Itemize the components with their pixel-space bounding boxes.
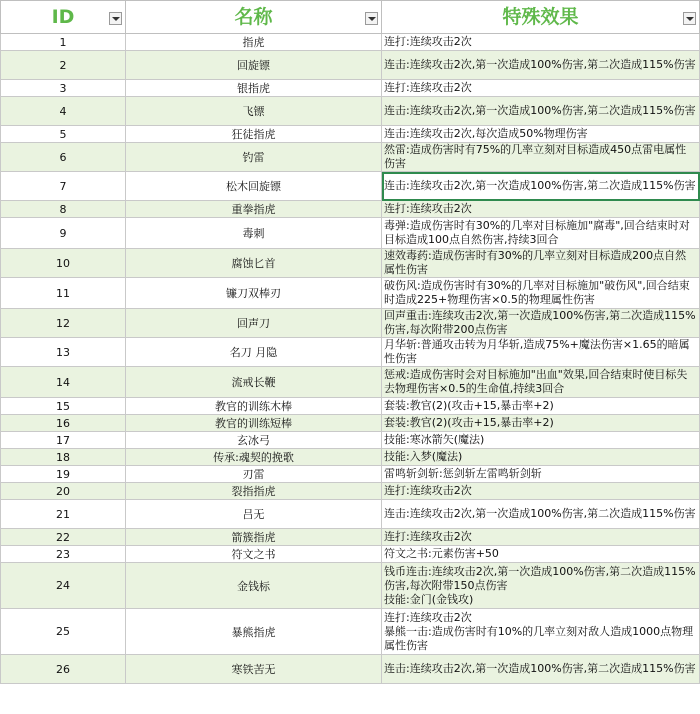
cell-effect[interactable]: 破伤风:造成伤害时有30%的几率对目标施加"破伤风",回合结束时造成225+物理伤害×0.5的物理属性伤害 [382,278,700,309]
table-row [1,529,700,546]
cell-name[interactable]: 指虎 [126,34,382,51]
table-row [1,546,700,563]
table-row [1,309,700,338]
table-row [1,126,700,143]
cell-effect[interactable]: 技能:寒冰箭矢(魔法) [382,432,700,449]
table-row [1,367,700,398]
cell-id[interactable]: 14 [1,367,126,398]
cell-name[interactable]: 刃雷 [126,466,382,483]
cell-id[interactable]: 1 [1,34,126,51]
cell-effect[interactable]: 连击:连续攻击2次,第一次造成100%伤害,第二次造成115%伤害 [382,172,700,201]
cell-name[interactable]: 狂徒指虎 [126,126,382,143]
cell-effect[interactable]: 连击:连续攻击2次,第一次造成100%伤害,第二次造成115%伤害 [382,655,700,684]
cell-name[interactable]: 寒铁苦无 [126,655,382,684]
table-row [1,398,700,415]
cell-name[interactable]: 毒刺 [126,218,382,249]
cell-id[interactable]: 5 [1,126,126,143]
cell-id[interactable]: 7 [1,172,126,201]
table-row [1,34,700,51]
cell-name[interactable]: 教官的训练短棒 [126,415,382,432]
table-row [1,278,700,309]
cell-id[interactable]: 22 [1,529,126,546]
cell-id[interactable]: 10 [1,249,126,278]
cell-name[interactable]: 教官的训练木棒 [126,398,382,415]
cell-effect[interactable]: 连打:连续攻击2次 [382,201,700,218]
cell-id[interactable]: 23 [1,546,126,563]
cell-name[interactable]: 回旋镖 [126,51,382,80]
cell-name[interactable]: 镰刀双棒刃 [126,278,382,309]
table-row [1,218,700,249]
table-row [1,449,700,466]
cell-name[interactable]: 流戒长鞭 [126,367,382,398]
cell-name[interactable]: 箭簇指虎 [126,529,382,546]
cell-id[interactable]: 6 [1,143,126,172]
cell-id[interactable]: 25 [1,609,126,655]
cell-effect[interactable]: 雷鸣斩剑斩:惩剑斩左雷鸣斩剑斩 [382,466,700,483]
cell-id[interactable]: 9 [1,218,126,249]
table-row [1,655,700,684]
cell-id[interactable]: 8 [1,201,126,218]
cell-effect[interactable]: 连打:连续攻击2次 [382,34,700,51]
cell-id[interactable]: 11 [1,278,126,309]
cell-effect[interactable]: 回声重击:连续攻击2次,第一次造成100%伤害,第二次造成115%伤害,每次附带200点伤害 [382,309,700,338]
header-id[interactable] [1,1,126,34]
cell-name[interactable]: 传承:魂契的挽歌 [126,449,382,466]
cell-effect[interactable]: 连击:连续攻击2次,第一次造成100%伤害,第二次造成115%伤害 [382,51,700,80]
cell-id[interactable]: 12 [1,309,126,338]
filter-dropdown-icon[interactable] [365,12,378,25]
table-row [1,415,700,432]
table-row [1,249,700,278]
cell-name[interactable]: 银指虎 [126,80,382,97]
cell-effect[interactable]: 符文之书:元素伤害+50 [382,546,700,563]
cell-name[interactable]: 符文之书 [126,546,382,563]
cell-name[interactable]: 重拳指虎 [126,201,382,218]
cell-name[interactable]: 钓雷 [126,143,382,172]
table-row [1,500,700,529]
cell-effect[interactable]: 连打:连续攻击2次 暴熊一击:造成伤害时有10%的几率立刻对敌人造成1000点物理属性伤害 [382,609,700,655]
filter-dropdown-icon[interactable] [109,12,122,25]
cell-name[interactable]: 腐蚀匕首 [126,249,382,278]
cell-effect[interactable]: 连击:连续攻击2次,第一次造成100%伤害,第二次造成115%伤害 [382,97,700,126]
table-row [1,563,700,609]
cell-id[interactable]: 3 [1,80,126,97]
table-row [1,143,700,172]
cell-id[interactable]: 17 [1,432,126,449]
table-row [1,201,700,218]
cell-effect[interactable]: 连打:连续攻击2次 [382,80,700,97]
cell-name[interactable]: 裂指指虎 [126,483,382,500]
header-row [1,1,700,34]
header-effect[interactable] [382,1,700,34]
cell-id[interactable]: 2 [1,51,126,80]
cell-name[interactable]: 吕无 [126,500,382,529]
cell-id[interactable]: 19 [1,466,126,483]
cell-effect[interactable]: 连打:连续攻击2次 [382,529,700,546]
cell-name[interactable]: 名刀 月隐 [126,338,382,367]
cell-effect[interactable]: 连击:连续攻击2次,第一次造成100%伤害,第二次造成115%伤害 [382,500,700,529]
cell-name[interactable]: 金钱标 [126,563,382,609]
cell-id[interactable]: 15 [1,398,126,415]
cell-effect[interactable]: 连击:连续攻击2次,每次造成50%物理伤害 [382,126,700,143]
cell-id[interactable]: 26 [1,655,126,684]
table-row [1,80,700,97]
cell-effect[interactable]: 月华斩:普通攻击转为月华斩,造成75%+魔法伤害×1.65的暗属性伤害 [382,338,700,367]
cell-id[interactable]: 4 [1,97,126,126]
table-row [1,466,700,483]
table-row [1,432,700,449]
cell-name[interactable]: 飞镖 [126,97,382,126]
header-effect-label: 特殊效果 [502,6,579,28]
cell-effect[interactable]: 套装:教官(2)(攻击+15,暴击率+2) [382,415,700,432]
cell-effect[interactable]: 技能:入梦(魔法) [382,449,700,466]
cell-effect[interactable]: 惩戒:造成伤害时会对目标施加"出血"效果,回合结束时使目标失去物理伤害×0.5的生命值,持续3回合 [382,367,700,398]
cell-effect[interactable]: 连打:连续攻击2次 [382,483,700,500]
cell-name[interactable]: 玄冰弓 [126,432,382,449]
table-row [1,97,700,126]
cell-effect[interactable]: 钱币连击:连续攻击2次,第一次造成100%伤害,第二次造成115%伤害,每次附带150点伤害 技能:金门(金钱攻) [382,563,700,609]
header-id-label: ID [51,6,75,28]
cell-name[interactable]: 回声刀 [126,309,382,338]
cell-id[interactable]: 21 [1,500,126,529]
cell-effect[interactable]: 毒弹:造成伤害时有30%的几率对目标施加"腐毒",回合结束时对目标造成100点自然伤害,持续3回合 [382,218,700,249]
cell-id[interactable]: 13 [1,338,126,367]
header-name-label: 名称 [234,6,273,28]
header-name[interactable] [126,1,382,34]
cell-id[interactable]: 24 [1,563,126,609]
table-row [1,338,700,367]
cell-effect[interactable]: 然雷:造成伤害时有75%的几率立刻对目标造成450点雷电属性伤害 [382,143,700,172]
cell-effect[interactable]: 速效毒药:造成伤害时有30%的几率立刻对目标造成200点自然属性伤害 [382,249,700,278]
table-row [1,483,700,500]
table-row [1,172,700,201]
cell-id[interactable]: 18 [1,449,126,466]
table-row [1,609,700,655]
cell-name[interactable]: 暴熊指虎 [126,609,382,655]
filter-dropdown-icon[interactable] [683,12,696,25]
cell-id[interactable]: 20 [1,483,126,500]
cell-effect[interactable]: 套装:教官(2)(攻击+15,暴击率+2) [382,398,700,415]
cell-id[interactable]: 16 [1,415,126,432]
table-body [1,34,700,684]
table-row [1,51,700,80]
cell-name[interactable]: 松木回旋镖 [126,172,382,201]
